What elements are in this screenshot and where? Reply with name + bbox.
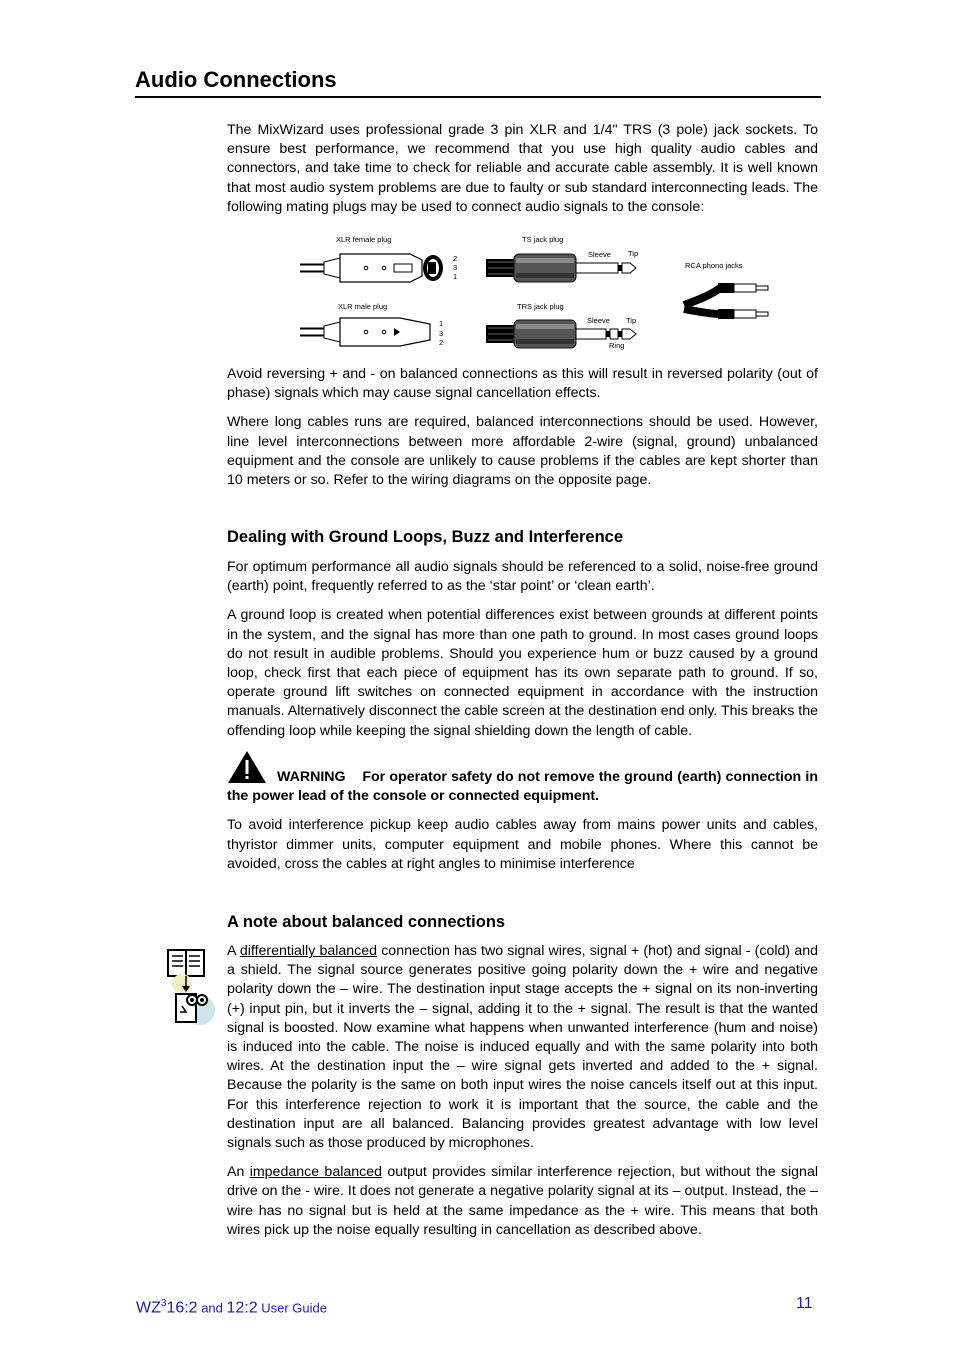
- ground-paragraph-1: For optimum performance all audio signals should be referenced to a solid, noise-free ground (earth) point, frequently referred to as the ‘star point’ or ‘clean earth’.: [227, 559, 818, 595]
- xlr-female-label: XLR female plug: [336, 235, 392, 244]
- warning-block: [227, 768, 818, 874]
- balanced-p2-body: output provides similar interference rejection, but without the signal drive on the - wire. It does not generate a negative polarity signal at its – output. Instead, the – wire has no signal but is held at the same impedance as the + wire. This means that both wires pick up the noise equally resulting in cancellation as described above.: [227, 1164, 818, 1238]
- warning-label: WARNING: [277, 769, 346, 785]
- xlr-male-pin-1: 1: [439, 319, 444, 328]
- warning-text: For operator safety do not remove the ground (earth) connection in the power lead of the console or connected equipment.: [227, 769, 818, 805]
- xlr-male-pin-3: 3: [439, 329, 444, 338]
- balanced-heading: A note about balanced connections: [227, 913, 506, 931]
- intro-section-2: [227, 365, 818, 490]
- differentially-balanced-term: differentially balanced: [239, 943, 378, 959]
- footer-guide-label: User Guide: [257, 1300, 328, 1316]
- footer-guide-title: [136, 1294, 327, 1318]
- intro-paragraph-2: Avoid reversing + and - on balanced connections as this will result in reversed polarity (out of phase) signals which may cause signal cancellation effects.: [227, 366, 818, 402]
- ground-paragraph-2: A ground loop is created when potential differences exist between grounds at different points in the system, and the signal has more than one path to ground. In most cases ground loops do not result in audible problems. Should you experience hum or buzz caused by a ground loop, check first that each piece of equipment has its own separate path to ground. If so, operate ground lift switches on connected equipment in accordance with the instruction manuals. Alternatively disconnect the cable screen at the destination end only. This breaks the offending loop while keeping the signal shielding down the length of cable.: [227, 607, 818, 739]
- footer-model-b: 12:2: [226, 1299, 258, 1317]
- xlr-female-pin-3: 3: [453, 263, 458, 272]
- warning-paragraph: [227, 768, 818, 806]
- trs-sleeve-label: Sleeve: [587, 316, 610, 325]
- ts-tip-label: Tip: [628, 249, 639, 258]
- ts-jack-plug-icon: [486, 254, 636, 282]
- ground-loops-heading: Dealing with Ground Loops, Buzz and Interference: [227, 528, 624, 546]
- balanced-paragraph-2: [227, 1163, 818, 1240]
- trs-ring-label: Ring: [609, 341, 625, 350]
- ts-jack-label: TS jack plug: [522, 235, 564, 244]
- footer-model-prefix: WZ: [136, 1299, 161, 1317]
- page-title: Audio Connections: [135, 66, 821, 98]
- intro-paragraph-1: The MixWizard uses professional grade 3 pin XLR and 1/4" TRS (3 pole) jack sockets. To ensure best performance, we recommend that you use high quality audio cables and connectors, and take time to check for reliable and accurate cable assembly. It is well known that most audio system problems are due to faulty or sub standard interconnecting leads. The following mating plugs may be used to connect audio signals to the console:: [227, 122, 818, 215]
- xlr-male-plug-icon: [300, 318, 430, 346]
- intro-section: [227, 121, 818, 217]
- impedance-balanced-term: impedance balanced: [249, 1164, 383, 1181]
- footer-model-sup: 3: [160, 1298, 167, 1309]
- balanced-paragraph-1: [227, 942, 818, 1153]
- balanced-p1-lead: A: [227, 943, 240, 959]
- page-number: 11: [796, 1295, 813, 1312]
- xlr-male-label: XLR male plug: [338, 302, 388, 311]
- book-note-icon: [166, 946, 216, 1030]
- balanced-p1-body: connection has two signal wires, signal + (hot) and signal - (cold) and a shield. The signal source generates positive going polarity down the + wire and negative polarity down the – wire. The destination input stage accepts the + signal on its non-inverting (+) input pin, but it inverts the – signal, adding it to the + signal. The result is that the wanted signal is boosted. Now examine what happens when unwanted interference (hum and noise) is induced into the cable. The noise is induced equally and with the same polarity into both wires. At the destination input the – wire signal gets inverted and added to the + signal. Because the polarity is the same on both input wires the noise cancels itself out at this input. For this interference rejection to work it is important that the source, the cable and the destination input are all balanced. Balancing provides greatest advantage with low level signals such as those produced by microphones.: [227, 943, 818, 1152]
- footer-and: and: [197, 1300, 227, 1316]
- ground-paragraph-3: To avoid interference pickup keep audio cables away from mains power units and cables, thyristor dimmer units, computer equipment and mobile phones. Where this cannot be avoided, cross the cables at right angles to minimise interference: [227, 817, 818, 872]
- balanced-section: [227, 911, 818, 1240]
- xlr-female-plug-icon: [300, 254, 443, 282]
- xlr-male-pin-2: 2: [439, 338, 444, 347]
- ts-sleeve-label: Sleeve: [588, 250, 611, 259]
- xlr-female-pin-2: 2: [453, 254, 458, 263]
- rca-label: RCA phono jacks: [685, 261, 743, 270]
- intro-paragraph-3: Where long cables runs are required, balanced interconnections should be used. However, line level interconnections between more affordable 2-wire (signal, ground) unbalanced equipment and the console are unlikely to cause problems if the cables are kept shorter than 10 meters or so. Refer to the wiring diagrams on the opposite page.: [227, 414, 818, 489]
- footer-model-a: 16:2: [166, 1299, 198, 1317]
- rca-phono-jacks-icon: [684, 283, 768, 319]
- connector-diagram: [290, 228, 790, 356]
- xlr-female-pin-1: 1: [453, 272, 458, 281]
- ground-loops-section: [227, 526, 818, 741]
- trs-jack-label: TRS jack plug: [517, 302, 564, 311]
- balanced-p2-lead: An: [227, 1164, 250, 1181]
- trs-tip-label: Tip: [626, 316, 637, 325]
